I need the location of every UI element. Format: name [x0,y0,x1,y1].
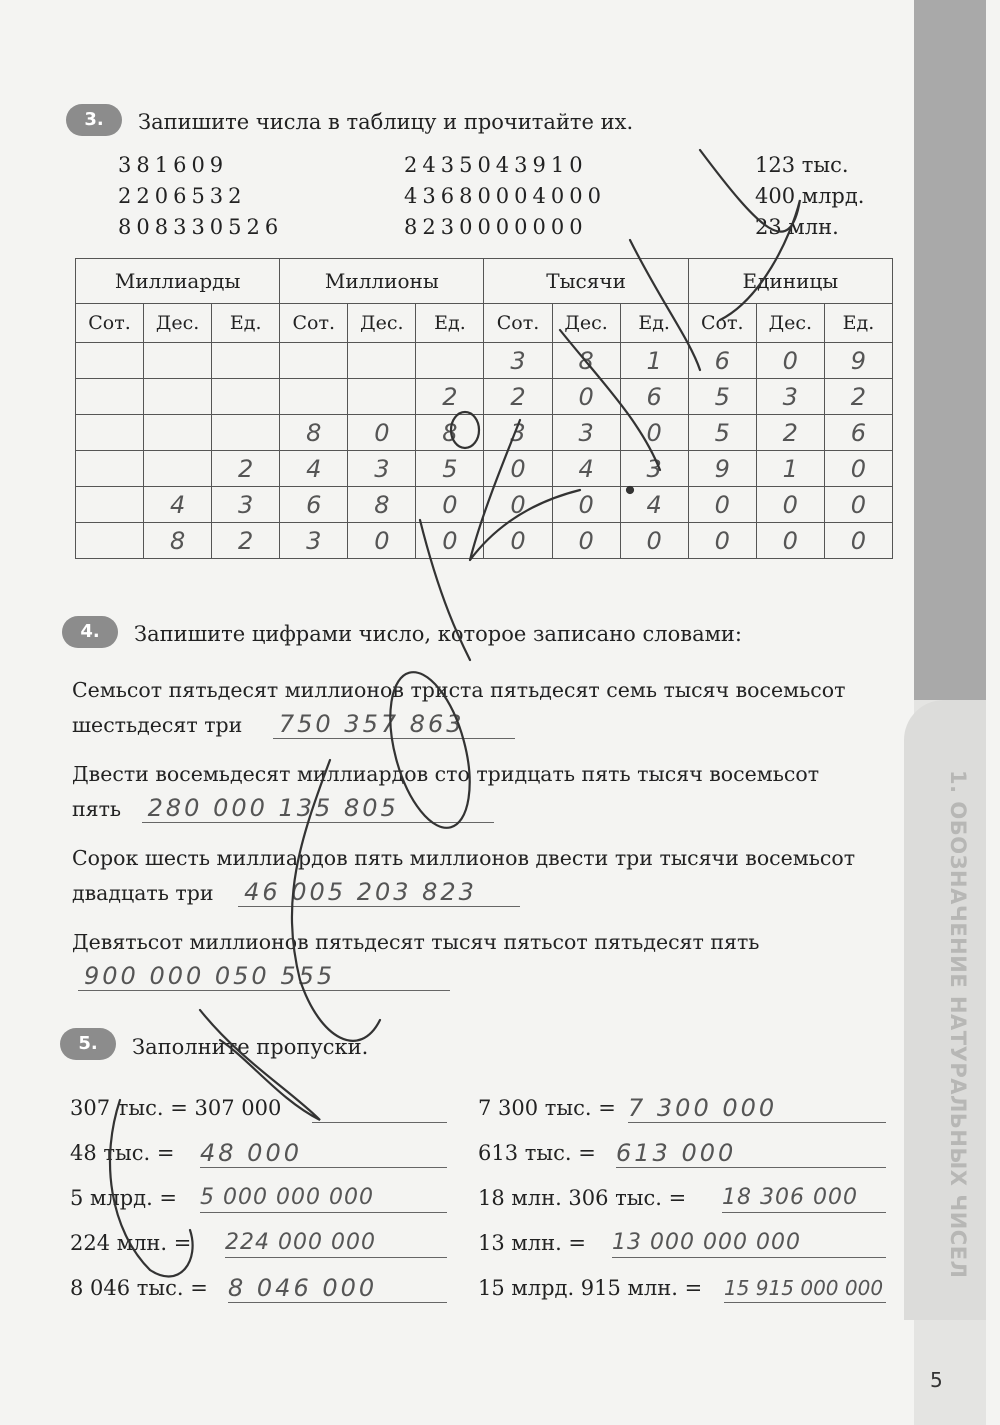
digit-cell[interactable] [76,343,144,379]
task4-instruction: Запишите цифрами число, которое записано словами: [134,622,742,646]
digit-cell[interactable]: 1 [620,343,688,379]
digit-cell[interactable]: 0 [552,487,620,523]
expression: 18 млн. 306 тыс. = [478,1186,687,1210]
digit-cell[interactable] [348,343,416,379]
task3-numbers-col3 [755,150,864,243]
chapter-title: 1. ОБОЗНАЧЕНИЕ НАТУРАЛЬНЫХ ЧИСЕЛ [946,770,970,1279]
answer-field[interactable]: 280 000 135 805 [142,794,494,823]
fill-row [70,1185,374,1210]
item-text: Двести восемьдесят миллиардов сто тридцать пять тысяч восемьсот [72,762,820,786]
expression: 8 046 тыс. = [70,1276,208,1300]
digit-cell[interactable] [212,343,280,379]
number-item: 381609 [118,153,229,177]
column-subheader: Ед. [824,304,892,343]
expression: 224 млн. = [70,1231,192,1255]
column-subheader: Дес. [552,304,620,343]
digit-cell[interactable] [76,523,144,559]
fill-row [478,1185,858,1210]
digit-cell[interactable] [212,415,280,451]
digit-cell[interactable]: 2 [756,415,824,451]
table-row [76,523,893,559]
task4-item [72,757,894,827]
digit-cell[interactable]: 3 [756,379,824,415]
expression: 5 млрд. = [70,1186,178,1210]
digit-cell[interactable] [280,379,348,415]
expression: 13 млн. = [478,1231,587,1255]
digit-cell[interactable]: 3 [280,523,348,559]
digit-cell[interactable]: 2 [416,379,484,415]
digit-cell[interactable]: 2 [484,379,552,415]
digit-cell[interactable]: 8 [416,415,484,451]
fill-row [70,1096,281,1120]
task3-badge: 3. [66,104,122,136]
task3-numbers-col1 [118,150,283,243]
expression: 613 тыс. = [478,1141,596,1165]
digit-cell[interactable]: 0 [824,487,892,523]
column-subheader: Ед. [416,304,484,343]
table-row [76,415,893,451]
digit-cell[interactable] [280,343,348,379]
digit-cell[interactable]: 2 [212,523,280,559]
table-body [76,343,893,559]
number-item: 400 млрд. [755,184,865,208]
digit-cell[interactable] [76,415,144,451]
digit-cell[interactable]: 8 [144,523,212,559]
expression: 7 300 тыс. = [478,1096,616,1120]
digit-cell[interactable]: 0 [756,343,824,379]
digit-cell[interactable]: 6 [280,487,348,523]
column-subheader: Дес. [756,304,824,343]
digit-cell[interactable]: 0 [484,451,552,487]
digit-cell[interactable]: 2 [212,451,280,487]
answer-field[interactable]: 224 000 000 [225,1229,447,1258]
answer-field[interactable]: 8 046 000 [228,1274,447,1303]
digit-cell[interactable]: 2 [824,379,892,415]
digit-cell[interactable]: 6 [620,379,688,415]
item-text: Сорок шесть миллиардов пять миллионов двести три тысячи восемьсот [72,846,856,870]
column-subheader: Ед. [620,304,688,343]
digit-cell[interactable] [76,451,144,487]
fill-row [478,1139,737,1167]
digit-cell[interactable]: 9 [824,343,892,379]
digit-cell[interactable] [144,451,212,487]
digit-cell[interactable]: 0 [620,523,688,559]
digit-cell[interactable]: 0 [756,487,824,523]
answer-field[interactable]: 13 000 000 000 [612,1229,886,1258]
fill-row [478,1230,801,1255]
number-item: 8230000000 [404,215,588,239]
answer-field[interactable]: 900 000 050 555 [78,962,450,991]
number-item: 23 млн. [755,215,839,239]
digit-cell[interactable]: 4 [552,451,620,487]
digit-cell[interactable]: 3 [212,487,280,523]
digit-cell[interactable] [76,379,144,415]
digit-cell[interactable]: 0 [416,487,484,523]
expression: 307 тыс. = 307 000 [70,1096,282,1120]
answer-field[interactable]: 7 300 000 [628,1094,886,1123]
expression: 48 тыс. = [70,1141,175,1165]
subheader-row [76,304,893,343]
digit-cell[interactable]: 4 [144,487,212,523]
digit-cell[interactable]: 0 [552,379,620,415]
digit-cell[interactable]: 3 [348,451,416,487]
digit-cell[interactable] [348,379,416,415]
digit-cell[interactable]: 0 [824,451,892,487]
fill-row [70,1230,376,1255]
task4-item [72,841,894,911]
column-subheader: Дес. [348,304,416,343]
digit-cell[interactable]: 3 [552,415,620,451]
digit-cell[interactable] [76,487,144,523]
fill-row [70,1274,378,1302]
answer-field[interactable]: 18 306 000 [722,1184,886,1213]
answer-field[interactable]: 48 000 [200,1139,447,1168]
digit-cell[interactable]: 0 [348,523,416,559]
task4-badge: 4. [62,616,118,648]
digit-cell[interactable]: 0 [824,523,892,559]
digit-cell[interactable] [212,379,280,415]
fill-row [70,1139,302,1167]
digit-cell[interactable]: 3 [620,451,688,487]
digit-cell[interactable] [416,343,484,379]
digit-cell[interactable]: 6 [688,343,756,379]
digit-cell[interactable]: 8 [348,487,416,523]
answer-field[interactable]: 15 915 000 000 [724,1274,886,1303]
digit-cell[interactable]: 0 [552,523,620,559]
table-row [76,379,893,415]
task4-item [72,673,894,743]
digit-cell[interactable]: 0 [348,415,416,451]
item-text: Семьсот пятьдесят миллионов триста пятьдесят семь тысяч восемьсот [72,678,846,702]
digit-cell[interactable]: 0 [416,523,484,559]
digit-cell[interactable]: 0 [756,523,824,559]
digit-cell[interactable]: 3 [484,415,552,451]
answer-field[interactable]: 46 005 203 823 [238,878,520,907]
place-value-table [75,258,893,559]
digit-cell[interactable]: 5 [688,415,756,451]
column-subheader: Сот. [280,304,348,343]
column-subheader: Сот. [76,304,144,343]
task3-numbers-col2 [404,150,606,243]
digit-cell[interactable]: 4 [280,451,348,487]
table-row [76,343,893,379]
digit-cell[interactable]: 8 [552,343,620,379]
column-subheader: Сот. [688,304,756,343]
answer-field[interactable]: 750 357 863 [273,710,515,739]
number-item: 123 тыс. [755,153,849,177]
task4-item [72,925,894,995]
column-subheader: Сот. [484,304,552,343]
digit-cell[interactable]: 0 [620,415,688,451]
digit-cell[interactable] [144,379,212,415]
answer-field[interactable] [312,1094,447,1123]
number-item: 2206532 [118,184,247,208]
group-header: Тысячи [484,259,688,304]
fill-row [478,1276,884,1300]
task5-instruction: Заполните пропуски. [132,1035,369,1059]
number-item: 2435043910 [404,153,588,177]
table-row [76,451,893,487]
digit-cell[interactable]: 6 [824,415,892,451]
digit-cell[interactable]: 0 [688,523,756,559]
digit-cell[interactable]: 5 [416,451,484,487]
task5-badge: 5. [60,1028,116,1060]
number-item: 808330526 [118,215,284,239]
digit-cell[interactable] [144,415,212,451]
answer-field[interactable]: 613 000 [616,1139,886,1168]
group-header: Единицы [688,259,892,304]
group-header: Миллиарды [76,259,280,304]
digit-cell[interactable]: 0 [688,487,756,523]
page-number: 5 [930,1368,943,1392]
digit-cell[interactable]: 9 [688,451,756,487]
digit-cell[interactable]: 8 [280,415,348,451]
digit-cell[interactable] [144,343,212,379]
column-subheader: Дес. [144,304,212,343]
number-item: 43680004000 [404,184,606,208]
answer-field[interactable]: 5 000 000 000 [200,1184,447,1213]
digit-cell[interactable]: 1 [756,451,824,487]
item-text: двадцать три [72,881,214,905]
item-text: шестьдесят три [72,713,243,737]
digit-cell[interactable]: 4 [620,487,688,523]
digit-cell[interactable]: 0 [484,487,552,523]
item-text: пять [72,797,122,821]
expression: 15 млрд. 915 млн. = [478,1276,703,1300]
digit-cell[interactable]: 3 [484,343,552,379]
digit-cell[interactable]: 5 [688,379,756,415]
group-header: Миллионы [280,259,484,304]
fill-row [478,1094,778,1122]
item-text: Девятьсот миллионов пятьдесят тысяч пятьсот пятьдесят пять [72,930,760,954]
column-subheader: Ед. [212,304,280,343]
task3-instruction: Запишите числа в таблицу и прочитайте их. [138,110,634,134]
digit-cell[interactable]: 0 [484,523,552,559]
table-row [76,487,893,523]
side-margin-dark-band [914,0,986,700]
